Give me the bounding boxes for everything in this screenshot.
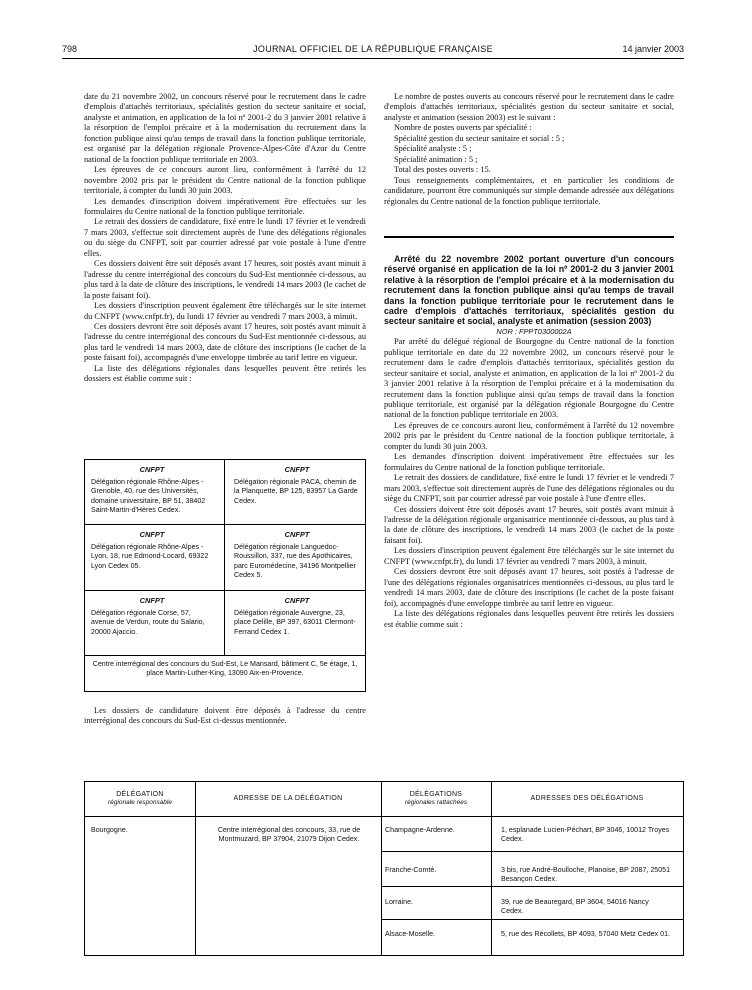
address-cell bbox=[234, 596, 360, 637]
header-sublabel: régionale responsable bbox=[108, 799, 172, 806]
paragraph: Par arrêté du délégué régional de Bourgogne du Centre national de la fonction publique territoriale en date du 22 novembre 2002, un concours réservé pour le recrutement dans le cadre d'emplois d'attachés territoriaux, spécialités gestion du secteur sanitaire et social, analyste et animation, en application de la loi nº 2001-2 du 3 janvier 2001 relative à la résorption de l'emploi précaire et à la modernisation du recrutement dans la fonction publique ainsi qu'au temps de travail dans la fonction publique territoriale, est organisé par la délégation régionale Bourgogne du Centre national de la fonction publique territoriale en 2003. bbox=[384, 337, 674, 420]
cell-text: Délégation régionale PACA, chemin de la Planquette, BP 125, 83957 La Garde Cedex. bbox=[234, 478, 358, 505]
right-column bbox=[384, 92, 674, 207]
paragraph: La liste des délégations régionales dans lesquelles peuvent être retirés les dossiers est établie comme suit : bbox=[84, 363, 366, 384]
paragraph: Le nombre de postes ouverts au concours réservé pour le recrutement dans le cadre d'emplois d'attachés territoriaux, spécialités gestion du secteur sanitaire et social, analyste et animation (session 2003) est le suivant : bbox=[384, 92, 674, 122]
address-box-footer: Centre interrégional des concours du Sud-Est, Le Mansard, bâtiment C, 5e étage, 1, place Martin-Luther-King, 13090 Aix-en-Provence. bbox=[92, 660, 358, 678]
paragraph: La liste des délégations régionales dans lesquelles peuvent être retirés les dossiers est établie comme suit : bbox=[384, 609, 674, 629]
table-header-rattachees bbox=[381, 782, 491, 816]
left-closing bbox=[84, 706, 366, 727]
cell-title: CNFPT bbox=[139, 530, 165, 539]
row-separator bbox=[381, 886, 683, 887]
paragraph: Ces dossiers devront être soit déposés avant 17 heures, soit postés avant minuit à l'adresse du centre interrégional des concours du Sud-Est mentionnée ci-dessous, au plus tard le vendredi 14 mars 2003, date de clôture des inscriptions (le cachet de la poste faisant foi), accompagnés d'une enveloppe timbrée au tarif lettre en vigueur. bbox=[84, 321, 366, 363]
page-header bbox=[62, 44, 684, 58]
divider bbox=[224, 460, 225, 655]
cell-text: Délégation régionale Rhône-Alpes - Grenoble, 40, rue des Universités, domaine universitaire, BP 51, 38402 Saint-Martin-d'Hères Cedex. bbox=[91, 478, 206, 514]
cell-title: CNFPT bbox=[139, 465, 165, 474]
row-separator bbox=[381, 919, 683, 920]
arrete-title: Arrêté du 22 novembre 2002 portant ouverture d'un concours réservé organisé en application de la loi nº 2001-2 du 3 janvier 2001 relative à la résorption de l'emploi précaire et à la modernisation du recrutement dans la fonction publique ainsi qu'au temps de travail dans la fonction publique territoriale pour le recrutement dans le cadre d'emplois d'attachés territoriaux, spécialités gestion du secteur sanitaire et social, analyste et animation (session 2003) bbox=[384, 254, 674, 327]
table-cell-address: 1, esplanade Lucien-Péchart, BP 3046, 10012 Troyes Cedex. bbox=[501, 826, 670, 844]
paragraph: Les épreuves de ce concours auront lieu, conformément à l'arrêté du 12 novembre 2002 pris par le président du Centre national de la fonction publique territoriale, à compter du lundi 30 juin 2003. bbox=[84, 165, 366, 196]
table-cell-address: 5, rue des Récollets, BP 4093, 57040 Metz Cedex 01. bbox=[501, 930, 671, 938]
cell-text: Délégation régionale Rhône-Alpes - Lyon, 18, rue Edmond-Locard, 69322 Lyon Cedex 05. bbox=[91, 543, 209, 570]
list-item: Spécialité gestion du secteur sanitaire et social : 5 ; bbox=[394, 133, 565, 143]
paragraph: Ces dossiers devront être soit déposés avant 17 heures, soit postés à l'adresse de l'une des délégations régionales organisatrices mentionnées ci-dessous, au plus tard le vendredi 14 mars 2003, date de clôture des inscriptions (le cachet de la poste faisant foi), accompagnés d'une enveloppe timbrée au tarif lettre en vigueur. bbox=[384, 567, 674, 608]
table-cell-responsible-address: Centre interrégional des concours, 33, rue de Montmuzard, BP 37904, 21079 Dijon Cedex. bbox=[217, 826, 361, 844]
table-header-adresses bbox=[491, 782, 683, 816]
paragraph: Les dossiers d'inscription peuvent également être téléchargés sur le site internet du CNFPT (www.cnfpt.fr), du lundi 17 février au vendredi 7 mars 2003, à minuit. bbox=[384, 546, 674, 566]
list-item: Spécialité animation : 5 ; bbox=[394, 154, 478, 164]
list-item: Spécialité analyste : 5 ; bbox=[394, 144, 472, 154]
cell-text: Délégation régionale Languedoc-Roussillon, 337, rue des Apothicaires, parc Euromédecine, 34196 Montpellier Cedex 5. bbox=[234, 543, 356, 579]
table-cell-region: Lorraine. bbox=[385, 898, 413, 906]
nor-reference: NOR : FPPT0300002A bbox=[496, 326, 572, 336]
table-cell-region: Champagne-Ardenne. bbox=[385, 826, 455, 834]
header-sublabel: régionales rattachées bbox=[404, 799, 468, 806]
arrete-section bbox=[384, 254, 674, 630]
table-header-delegation bbox=[85, 782, 195, 816]
paragraph: Ces dossiers doivent être soit déposés avant 17 heures, soit postés avant minuit à l'adresse du centre interrégional des concours du Sud-Est mentionnée ci-dessous, au plus tard à la date de clôture des inscriptions, le vendredi 14 mars 2003 (le cachet de la poste faisant foi). bbox=[84, 259, 366, 300]
paragraph: Le retrait des dossiers de candidature, fixé entre le lundi 17 février et le vendredi 7 mars 2003, s'effectue soit directement auprès de l'une des délégations régionales ou du siège du CNFPT, soit par courrier adressé par voie postale à l'une d'entre elles. bbox=[84, 217, 366, 258]
address-cell bbox=[234, 465, 360, 506]
table-cell-region: Alsace-Moselle. bbox=[385, 930, 436, 938]
cell-text: Délégation régionale Corse, 57, avenue de Verdun, route du Salario, 20000 Ajaccio. bbox=[91, 609, 205, 636]
address-cell bbox=[91, 465, 213, 515]
header-label: DÉLÉGATION bbox=[116, 790, 164, 798]
cell-title: CNFPT bbox=[284, 465, 310, 474]
paragraph: Le retrait des dossiers de candidature, fixé entre le lundi 17 février et le vendredi 7 mars 2003, s'effectue soit directement auprès de l'une des délégations régionales ou du siège du CNFPT, soit par courrier adressé par voie postale à l'une d'entre elles. bbox=[384, 473, 674, 504]
address-cell bbox=[91, 530, 213, 571]
page-number: 798 bbox=[62, 44, 78, 54]
divider bbox=[85, 655, 365, 656]
divider bbox=[85, 524, 365, 525]
table-cell-address: 3 bis, rue André-Boulloche, Planoise, BP 2087, 25051 Besançon Cedex. bbox=[501, 866, 671, 884]
list-item: Nombre de postes ouverts par spécialité : bbox=[394, 123, 532, 133]
left-column bbox=[84, 92, 366, 385]
cell-title: CNFPT bbox=[284, 530, 310, 539]
issue-date: 14 janvier 2003 bbox=[622, 44, 684, 54]
paragraph: Tous renseignements complémentaires, et en particulier les conditions de candidature, pourront être communiqués sur simple demande adressée aux délégations régionales du Centre national de la fonction publique territoriale. bbox=[384, 175, 674, 206]
table-cell-address: 39, rue de Beauregard, BP 3604, 54016 Nancy Cedex. bbox=[501, 898, 649, 916]
header-label: DÉLÉGATIONS bbox=[409, 790, 463, 798]
cell-text: Délégation régionale Auvergne, 23, place Delille, BP 397, 63011 Clermont-Ferrand Cedex 1. bbox=[234, 609, 356, 636]
header-label: ADRESSES DES DÉLÉGATIONS bbox=[530, 794, 644, 802]
divider bbox=[85, 590, 365, 591]
journal-title: JOURNAL OFFICIEL DE LA RÉPUBLIQUE FRANÇAISE bbox=[253, 44, 493, 54]
cell-title: CNFPT bbox=[139, 596, 165, 605]
header-label: ADRESSE DE LA DÉLÉGATION bbox=[233, 794, 343, 802]
paragraph: Les dossiers de candidature doivent être déposés à l'adresse du centre interrégional des concours du Sud-Est ci-dessus mentionnée. bbox=[84, 706, 366, 726]
paragraph: Ces dossiers doivent être soit déposés avant 17 heures, soit postés avant minuit à l'adresse de la délégation régionale organisatrice mentionnée ci-dessous, au plus tard à la date de clôture des inscriptions, le vendredi 14 mars 2003 (le cachet de la poste faisant foi). bbox=[384, 504, 674, 545]
table-header-adresse bbox=[195, 782, 381, 816]
section-separator bbox=[384, 236, 674, 238]
table-cell-responsible: Bourgogne. bbox=[91, 826, 128, 834]
cnfpt-address-box bbox=[84, 459, 366, 692]
address-cell bbox=[91, 596, 213, 637]
delegations-table bbox=[84, 781, 684, 956]
paragraph: Les épreuves de ce concours auront lieu, conformément à l'arrêté du 12 novembre 2002 pris par le président du Centre national de la fonction publique territoriale, à compter du lundi 30 juin 2003. bbox=[384, 420, 674, 451]
paragraph: date du 21 novembre 2002, un concours réservé pour le recrutement dans le cadre d'emplois d'attachés territoriaux, spécialités gestion du secteur sanitaire et social, analyste et animation, en application de la loi nº 2001-2 du 3 janvier 2001 relative à la résorption de l'emploi précaire et à la modernisation du recrutement dans la fonction publique ainsi qu'au temps de travail dans la fonction publique territoriale, est organisé par la délégation régionale Provence-Alpes-Côte d'Azur du Centre national de la fonction publique territoriale en 2003. bbox=[84, 92, 366, 164]
header-separator bbox=[85, 816, 683, 817]
address-cell bbox=[234, 530, 360, 580]
table-cell-region: Franche-Comté. bbox=[385, 866, 437, 874]
paragraph: Les dossiers d'inscription peuvent également être téléchargés sur le site internet du CNFPT (www.cnfpt.fr), du lundi 17 février au vendredi 7 mars 2003, à minuit. bbox=[84, 301, 366, 321]
paragraph: Les demandes d'inscription doivent impérativement être effectuées sur les formulaires du Centre national de la fonction publique territoriale. bbox=[84, 196, 366, 216]
row-separator bbox=[381, 851, 683, 852]
list-item: Total des postes ouverts : 15. bbox=[394, 165, 491, 175]
paragraph: Les demandes d'inscription doivent impérativement être effectuées sur les formulaires du Centre national de la fonction publique territoriale. bbox=[384, 452, 674, 472]
header-rule bbox=[62, 58, 684, 59]
cell-title: CNFPT bbox=[284, 596, 310, 605]
